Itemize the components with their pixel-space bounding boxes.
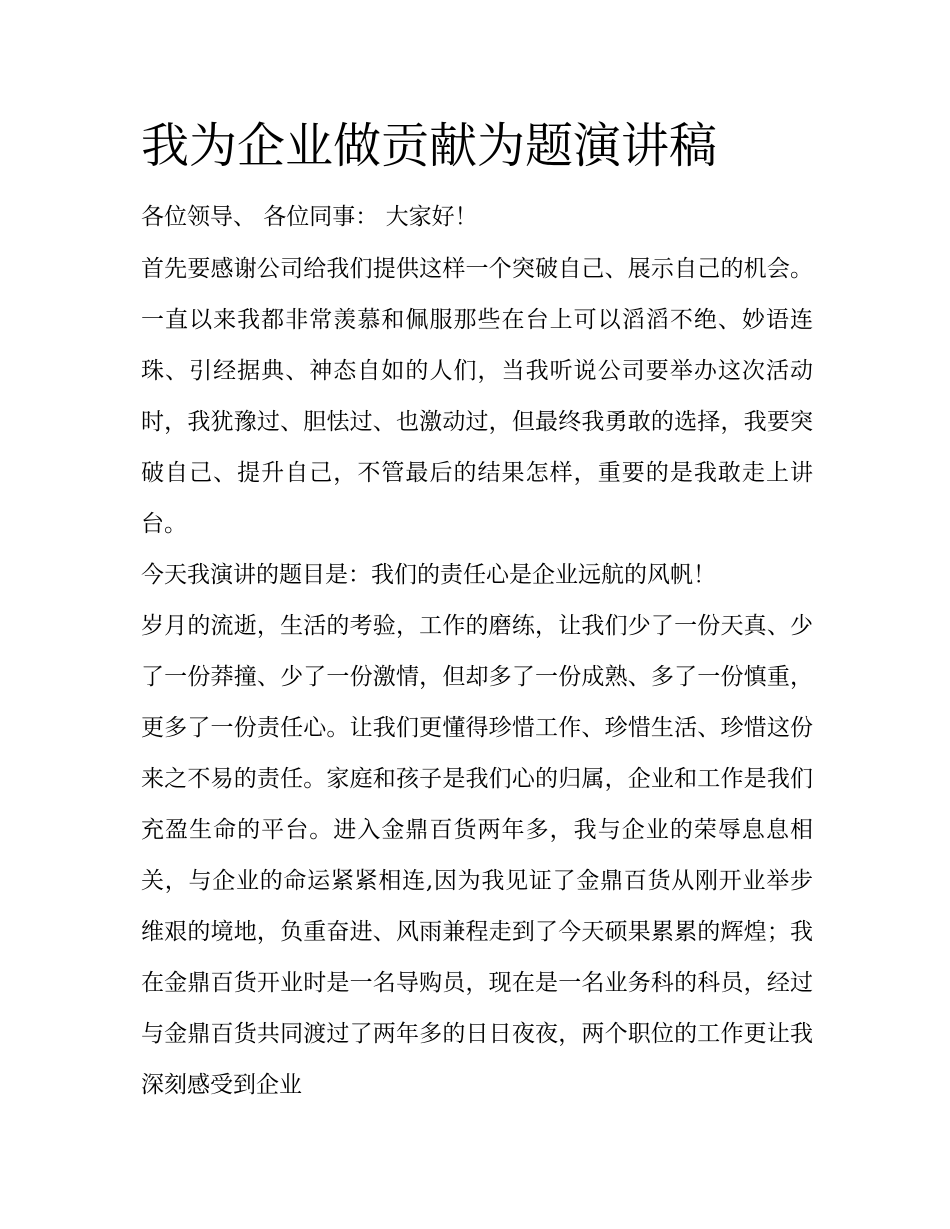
document-body <box>141 112 813 1111</box>
document-title: 我为企业做贡献为题演讲稿 <box>141 118 718 174</box>
greeting-line: 各位领导、 各位同事： 大家好！ <box>141 204 478 230</box>
paragraph-body: 岁月的流逝，生活的考验，工作的磨练，让我们少了一份天真、少了一份莽撞、少了一份激情，但却多了一份成熟、多了一份慎重，更多了一份责任心。让我们更懂得珍惜工作、珍惜生活、珍惜这份来之不易的责任。家庭和孩子是我们心的归属，企业和工作是我们充盈生命的平台。进入金鼎百货两年多，我与企业的荣辱息息相关，与企业的命运紧紧相连,因为我见证了金鼎百货从刚开业举步维艰的境地，负重奋进、风雨兼程走到了今天硕果累累的辉煌；我在金鼎百货开业时是一名导购员，现在是一名业务科的科员，经过与金鼎百货共同渡过了两年多的日日夜夜，两个职位的工作更让我深刻感受到企业 <box>141 613 813 1098</box>
paragraph-topic: 今天我演讲的题目是：我们的责任心是企业远航的风帆！ <box>141 562 716 588</box>
paragraph-opening: 首先要感谢公司给我们提供这样一个突破自己、展示自己的机会。一直以来我都非常羡慕和佩服那些在台上可以滔滔不绝、妙语连珠、引经据典、神态自如的人们，当我听说公司要举办这次活动时，我犹豫过、胆怯过、也激动过，但最终我勇敢的选择，我要突破自己、提升自己，不管最后的结果怎样，重要的是我敢走上讲台。 <box>141 256 813 537</box>
